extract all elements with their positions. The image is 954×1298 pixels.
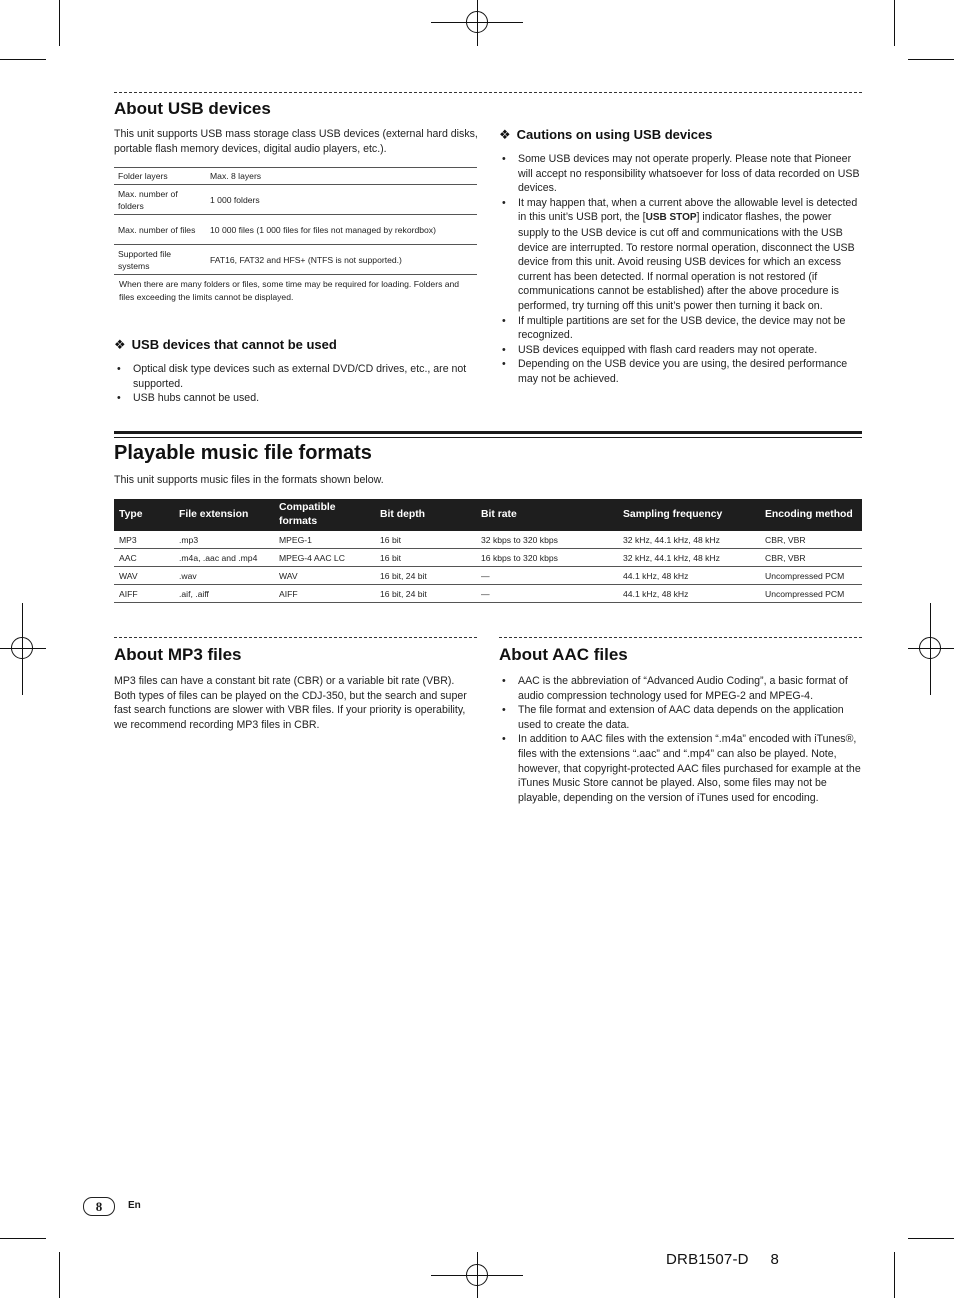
mp3-heading: About MP3 files (114, 645, 242, 664)
table-cell: 16 bit (375, 531, 476, 549)
cautions-title: Cautions on using USB devices (516, 127, 713, 142)
table-cell: .wav (174, 567, 274, 585)
table-header-row (114, 499, 862, 531)
table-row (114, 549, 862, 567)
usb-heading: About USB devices (114, 99, 271, 118)
cannot-use-heading (114, 337, 337, 353)
list-item: • Some USB devices may not operate properly. Please note that Pioneer will accept no responsibility whatsoever for loss of data recorded on USB devices. (499, 152, 862, 196)
column-header: Bit rate (476, 499, 618, 531)
table-row (114, 585, 862, 603)
table-cell: AIFF (114, 585, 174, 603)
cautions-list (499, 152, 862, 387)
table-row (114, 531, 862, 549)
table-row (114, 215, 477, 245)
list-item: • The file format and extension of AAC data depends on the application used to create the data. (499, 703, 862, 732)
spec-value: 10 000 files (1 000 files for files not managed by rekordbox) (206, 215, 477, 245)
cannot-use-title: USB devices that cannot be used (131, 337, 337, 352)
heading-rule (114, 437, 862, 438)
spec-value: FAT16, FAT32 and HFS+ (NTFS is not supported.) (206, 245, 477, 275)
list-item: • Optical disk type devices such as external DVD/CD drives, etc., are not supported. (114, 362, 478, 391)
page-language: En (128, 1200, 141, 1211)
table-cell: .m4a, .aac and .mp4 (174, 549, 274, 567)
heading-rule (114, 431, 862, 434)
section-divider (499, 637, 862, 638)
usb-spec-table (114, 167, 477, 275)
table-row (114, 168, 477, 185)
table-cell: — (476, 567, 618, 585)
table-cell: 16 bit (375, 549, 476, 567)
list-item: • In addition to AAC files with the extension “.m4a” encoded with iTunes®, files with the extensions “.aac” and “.mp4” can also be played. Note, however, that copyright-protected AAC files purchased for example at the iTunes Music Store cannot be played. Also, some files may not be playable, depending on the version of iTunes used for encoding. (499, 732, 862, 805)
table-cell: CBR, VBR (760, 549, 862, 567)
mp3-text: MP3 files can have a constant bit rate (CBR) or a variable bit rate (VBR). Both types of files can be played on the CDJ-350, but the search and super fast search functions are slower with VBR files. If your priority is operability, we recommend recording MP3 files in CBR. (114, 675, 467, 731)
spec-key: Max. number of folders (114, 185, 206, 215)
list-item: • USB devices equipped with flash card readers may not operate. (499, 343, 862, 358)
list-item: • AAC is the abbreviation of “Advanced Audio Coding”, a basic format of audio compression technology used for MPEG-2 and MPEG-4. (499, 674, 862, 703)
table-row (114, 185, 477, 215)
table-cell: Uncompressed PCM (760, 585, 862, 603)
page-number: 8 (83, 1197, 115, 1216)
table-cell: WAV (114, 567, 174, 585)
formats-heading: Playable music file formats (114, 442, 372, 464)
table-cell: 44.1 kHz, 48 kHz (618, 585, 760, 603)
usb-stop-indicator-label: USB STOP (645, 212, 697, 224)
table-cell: Uncompressed PCM (760, 567, 862, 585)
column-header: Bit depth (375, 499, 476, 531)
formats-intro: This unit supports music files in the formats shown below. (114, 474, 384, 486)
table-cell: 32 kHz, 44.1 kHz, 48 kHz (618, 531, 760, 549)
spec-key: Max. number of files (114, 215, 206, 245)
spec-key: Supported file systems (114, 245, 206, 275)
section-divider (114, 637, 477, 638)
table-cell: 16 bit, 24 bit (375, 567, 476, 585)
cannot-use-list (114, 362, 478, 406)
document-id: DRB1507-D 8 (666, 1251, 780, 1268)
table-row (114, 567, 862, 585)
column-header: Compatible formats (274, 499, 375, 531)
list-item: • If multiple partitions are set for the USB device, the device may not be recognized. (499, 314, 862, 343)
spec-value: Max. 8 layers (206, 168, 477, 185)
table-cell: 16 bit, 24 bit (375, 585, 476, 603)
table-cell: .aif, .aiff (174, 585, 274, 603)
table-cell: 32 kbps to 320 kbps (476, 531, 618, 549)
list-item: • It may happen that, when a current above the allowable level is detected in this unit’s USB port, the [USB STOP] indicator flashes, the power supply to the USB device is cut off and communications with the USB device are interrupted. To restore normal operation, disconnect the USB device from this unit. Avoid reusing USB devices for which an excess current has been detected. If normal operation is not restored (if communications cannot be established) after the above procedure is performed, try turning off this unit’s power then turning it back on. (499, 196, 862, 314)
usb-intro: This unit supports USB mass storage class USB devices (external hard disks, portable flash memory devices, digital audio players, etc.). (114, 128, 478, 155)
table-cell: AIFF (274, 585, 375, 603)
table-cell: .mp3 (174, 531, 274, 549)
diamond-bullet-icon: ❖ (499, 127, 511, 142)
column-header: File extension (174, 499, 274, 531)
table-cell: — (476, 585, 618, 603)
table-cell: MPEG-1 (274, 531, 375, 549)
usb-note: When there are many folders or files, some time may be required for loading. Folders and files exceeding the limits cannot be displayed. (119, 279, 460, 302)
table-cell: 16 kbps to 320 kbps (476, 549, 618, 567)
diamond-bullet-icon: ❖ (114, 337, 126, 352)
column-header: Encoding method (760, 499, 862, 531)
cautions-heading (499, 127, 712, 143)
formats-table (114, 499, 862, 603)
table-cell: MPEG-4 AAC LC (274, 549, 375, 567)
spec-key: Folder layers (114, 168, 206, 185)
table-cell: MP3 (114, 531, 174, 549)
table-row (114, 245, 477, 275)
spec-value: 1 000 folders (206, 185, 477, 215)
table-cell: 44.1 kHz, 48 kHz (618, 567, 760, 585)
list-item: • USB hubs cannot be used. (114, 391, 478, 406)
table-cell: 32 kHz, 44.1 kHz, 48 kHz (618, 549, 760, 567)
table-cell: AAC (114, 549, 174, 567)
column-header: Type (114, 499, 174, 531)
table-cell: CBR, VBR (760, 531, 862, 549)
aac-list (499, 674, 862, 805)
aac-heading: About AAC files (499, 645, 628, 664)
list-item: • Depending on the USB device you are using, the desired performance may not be achieved. (499, 357, 862, 386)
section-divider (114, 92, 862, 93)
column-header: Sampling frequency (618, 499, 760, 531)
table-cell: WAV (274, 567, 375, 585)
